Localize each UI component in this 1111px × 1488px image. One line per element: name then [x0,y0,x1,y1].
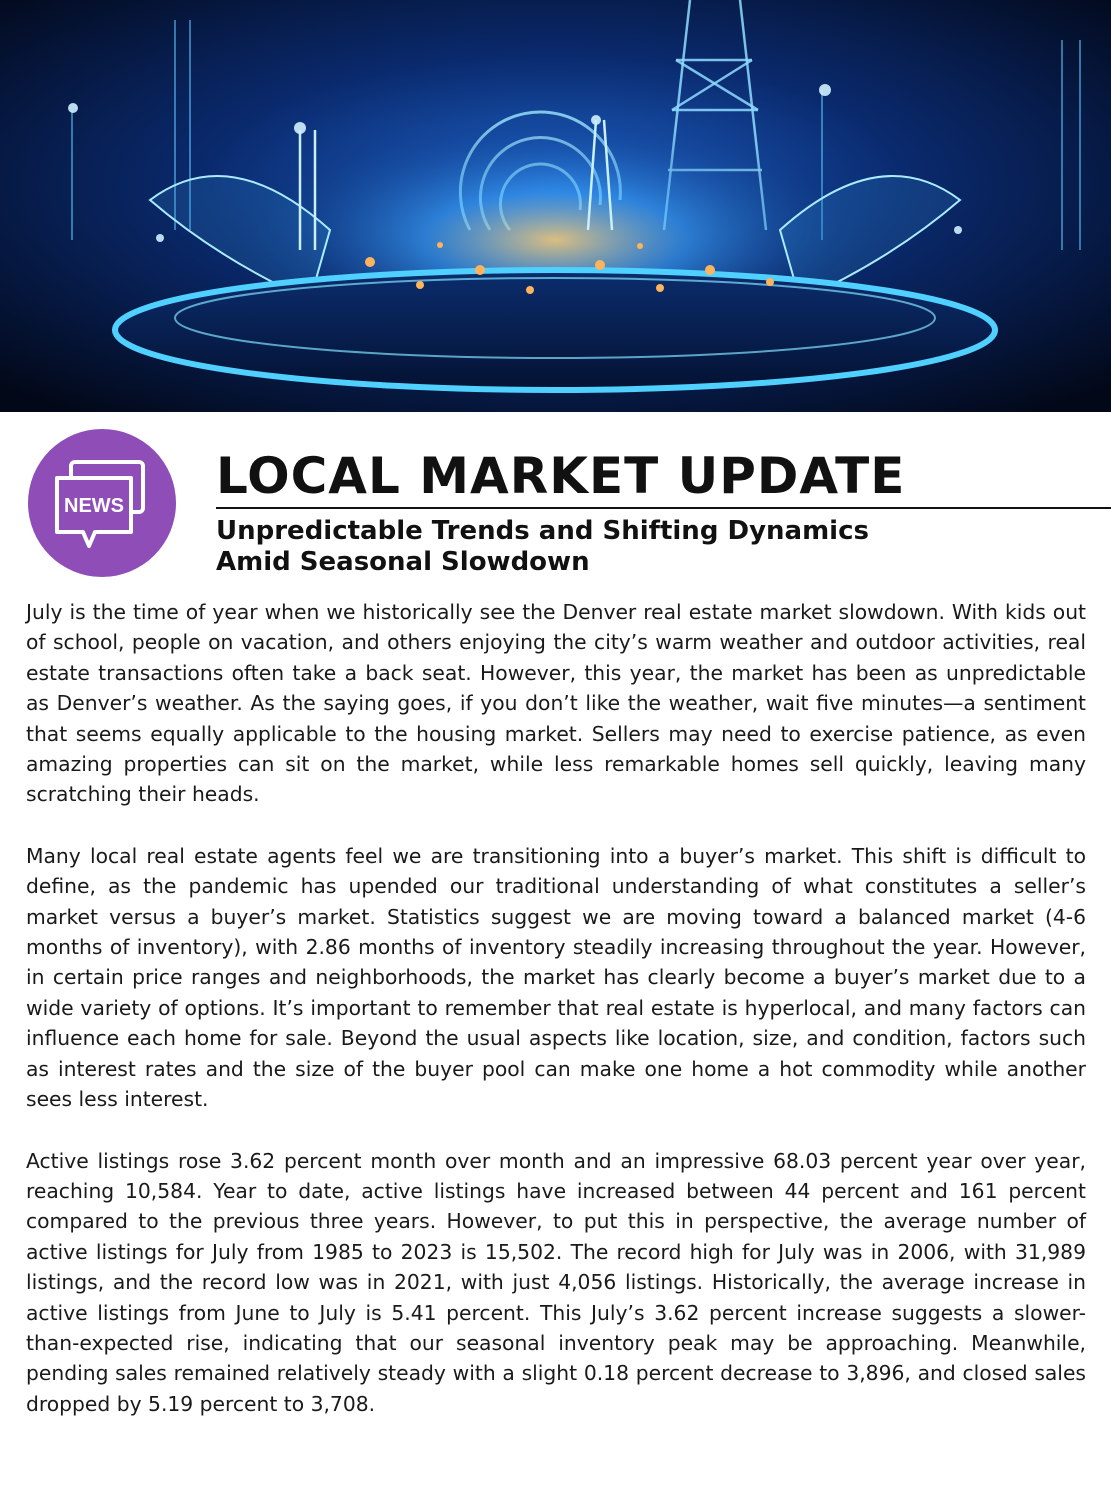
news-chat-bubble-icon [27,428,177,578]
futuristic-city-illustration [0,0,1111,412]
page-title: LOCAL MARKET UPDATE [216,447,906,505]
article-paragraph: July is the time of year when we historically see the Denver real estate market slowdown. With kids out of school, people on vacation, and others enjoying the city’s warm weather and outdoor activities, real estate transactions often take a back seat. However, this year, the market has been as unpredictable as Denver’s weather. As the saying goes, if you don’t like the weather, wait five minutes—a sentiment that seems equally applicable to the housing market. Sellers may need to exercise patience, as even amazing properties can sit on the market, while less remarkable homes sell quickly, leaving many scratching their heads. [26,600,1086,807]
subtitle-line-1: Unpredictable Trends and Shifting Dynamics [216,516,869,546]
article-body [26,597,1086,1450]
page-subtitle [216,516,1076,578]
title-divider [216,507,1111,509]
hero-image [0,0,1111,412]
article-paragraph: Active listings rose 3.62 percent month over month and an impressive 68.03 percent year over year, reaching 10,584. Year to date, active listings have increased between 44 percent and 161 percent compared to the previous three years. However, to put this in perspective, the average number of active listings for July from 1985 to 2023 is 15,502. The record high for July was in 2006, with 31,989 listings, and the record low was in 2021, with just 4,056 listings. Historically, the average increase in active listings from June to July is 5.41 percent. This July’s 3.62 percent increase suggests a slower-than-expected rise, indicating that our seasonal inventory peak may be approaching. Meanwhile, pending sales remained relatively steady with a slight 0.18 percent decrease to 3,896, and closed sales dropped by 5.19 percent to 3,708. [26,1148,1086,1416]
subtitle-line-2: Amid Seasonal Slowdown [216,547,590,577]
news-badge [27,428,177,578]
badge-label: NEWS [64,495,124,517]
article-paragraph: Many local real estate agents feel we are transitioning into a buyer’s market. This shift is difficult to define, as the pandemic has upended our traditional understanding of what constitutes a seller’s market versus a buyer’s market. Statistics suggest we are moving toward a balanced market (4-6 months of inventory), with 2.86 months of inventory steadily increasing throughout the year. However, in certain price ranges and neighborhoods, the market has clearly become a buyer’s market due to a wide variety of options. It’s important to remember that real estate is hyperlocal, and many factors can influence each home for sale. Beyond the usual aspects like location, size, and condition, factors such as interest rates and the size of the buyer pool can make one home a hot commodity while another sees less interest. [26,843,1086,1112]
